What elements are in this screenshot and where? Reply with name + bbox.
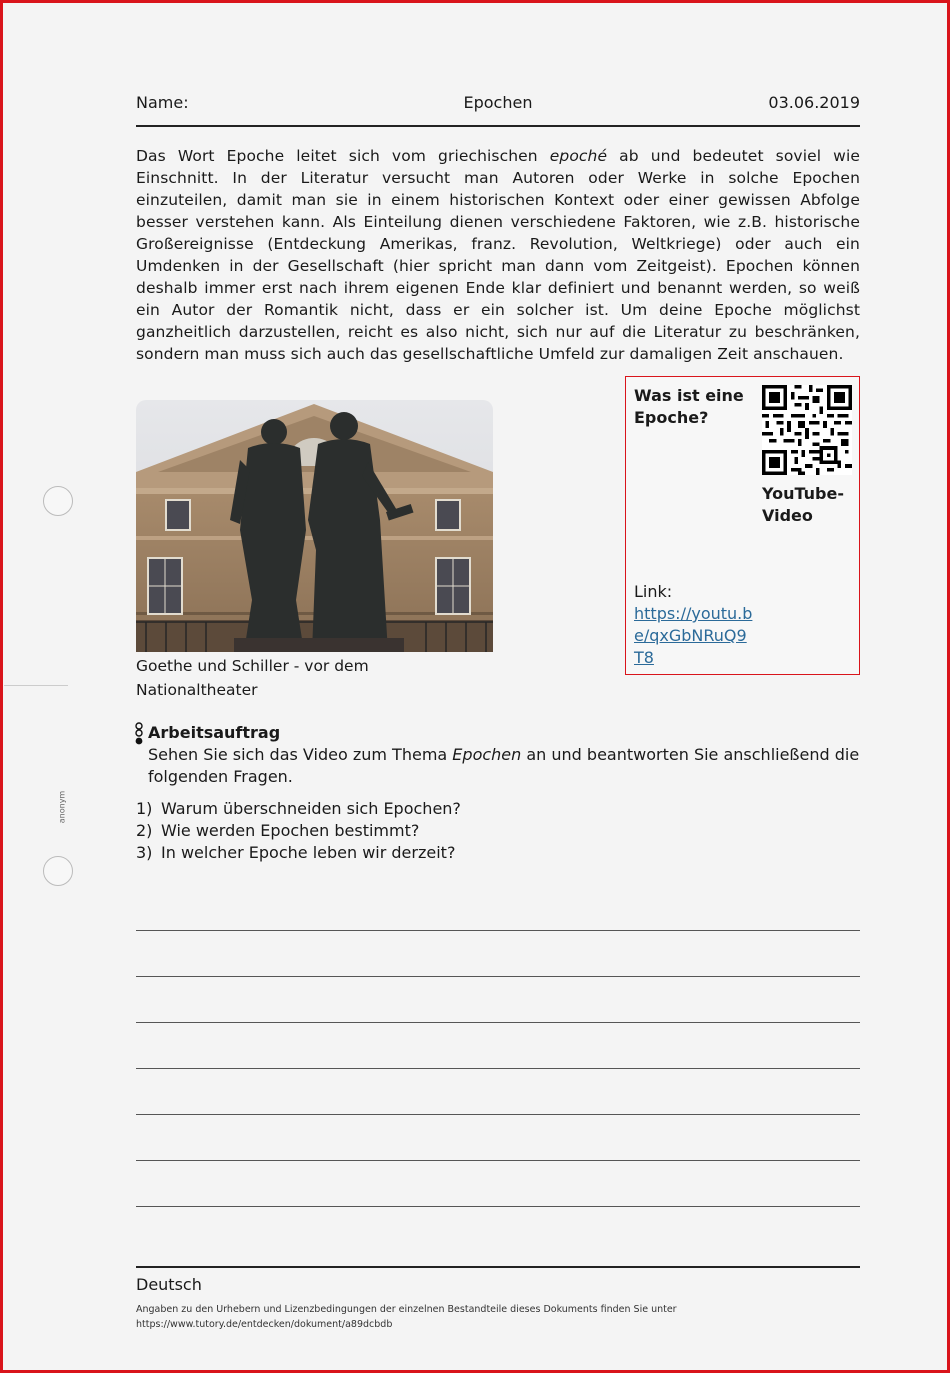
answer-line[interactable] [136,1206,860,1207]
answer-line[interactable] [136,930,860,931]
question-number: 1) [136,799,153,818]
name-label: Name: [136,93,189,112]
answer-line[interactable] [136,1160,860,1161]
document-title: Epochen [463,93,533,112]
license-text: Angaben zu den Urhebern und Lizenzbedingungen der einzelnen Bestandteile dieses Dokuments finden Sie unter [136,1304,677,1315]
intro-paragraph [136,145,860,365]
video-link[interactable]: https://youtu.be/qxGbNRuQ9T8 [634,604,753,667]
footer-rule [136,1266,860,1268]
qr-box-title: Was ist eine Epoche? [634,386,744,427]
answer-line[interactable] [136,1114,860,1115]
subject-label: Deutsch [136,1275,202,1294]
question-item [136,842,461,864]
qr-code-icon[interactable] [762,385,852,475]
task-instruction [148,744,860,788]
answer-line[interactable] [136,976,860,977]
answer-line[interactable] [136,1022,860,1023]
monument-illustration [136,400,493,652]
question-item [136,798,461,820]
task-emphasis: Epochen [452,745,522,764]
qr-box [625,376,860,675]
task-text-start: Sehen Sie sich das Video zum Thema [148,745,453,764]
question-item [136,820,461,842]
intro-text-rest: ab und bedeutet soviel wie Einschnitt. In der Literatur versucht man Autoren oder Werke in solche Epochen einzuteilen, damit man sie in einem historischen Kontext oder einer gewissen Abfolge besser verstehen kann. Als Einteilung dienen verschiedene Faktoren, wie z.B. historische Großereignisse (Entdeckung Amerikas, franz. Revolution, Weltkriege) oder auch ein Umdenken in der Gesellschaft (hier spricht man dann vom Zeitgeist). Epochen können deshalb immer erst nach ihrem eigenen Ende klar definiert und benannt werden, so weiß ein Autor der Romantik nicht, dass er ein solcher ist. Um deine Epoche möglichst ganzheitlich darzustellen, reicht es also nicht, sich nur auf die Literatur zu beschränken, sondern man muss sich auch das gesellschaftliche Umfeld zur damaligen Zeit anschauen. [136,147,861,363]
goethe-schiller-photo [136,400,493,652]
fold-mark [4,685,68,686]
license-url[interactable]: https://www.tutory.de/entdecken/dokument/a89dcbdb [136,1319,393,1330]
qr-caption: YouTube-Video [762,484,844,525]
question-text: Warum überschneiden sich Epochen? [161,799,461,818]
question-number: 3) [136,843,153,862]
question-text: Wie werden Epochen bestimmt? [161,821,420,840]
punch-hole-top [43,486,73,516]
question-list [136,798,461,864]
intro-text-start: Das Wort Epoche leitet sich vom griechischen [136,147,550,165]
question-text: In welcher Epoche leben wir derzeit? [161,843,456,862]
task-heading: Arbeitsauftrag [148,723,281,742]
task-dots-icon [134,722,144,746]
question-number: 2) [136,821,153,840]
margin-label: anonym [57,790,67,824]
answer-line[interactable] [136,1068,860,1069]
task-text-end: an und beantworten Sie anschließend die folgenden Fragen. [148,745,860,786]
punch-hole-bottom [43,856,73,886]
photo-caption: Goethe und Schiller - vor dem Nationaltheater [136,657,369,699]
document-date: 03.06.2019 [768,93,860,112]
license-note [136,1302,677,1332]
header-rule [136,125,860,127]
intro-emphasis: epoché [549,147,608,165]
link-label: Link: [634,582,673,601]
